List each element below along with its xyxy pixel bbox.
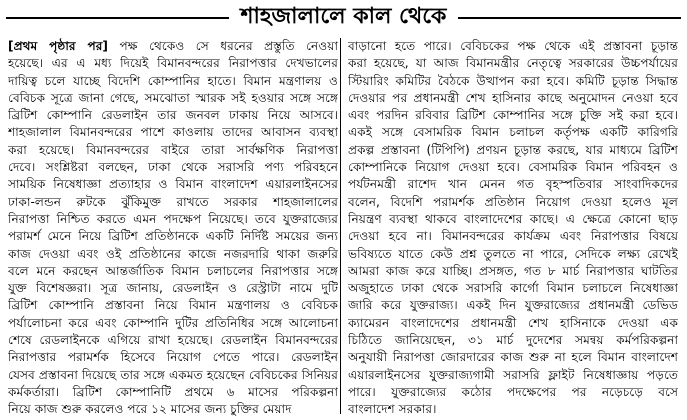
article-line: যুক্ত বিশেষজ্ঞরা। সূত্র জানায়, রেডলাইন ও রেস্ট্রাটা নামে দুটি [8, 281, 338, 296]
article-line: করা হয়েছে। বিমানবন্দরের বাইরে তারা সার্বক্ষণিক নিরাপত্তা [8, 142, 338, 157]
article-line: নিয়ে কাজ শুরু করলেও পরে ১২ মাসের জন্য চুক্তির মেয়াদ [8, 402, 292, 417]
article-line: কাজ দেওয়া এবং ওই প্রতিষ্ঠানের কাজে নজরদারি থাকা জরুরি [8, 246, 338, 261]
article-line: চিঠিতে জানিয়েছেন, ৩১ মার্চ দুদেশের সমন্বয় কর্মপরিকল্পনা [348, 333, 678, 348]
article-line: ক্যামেরন বাংলাদেশের প্রধানমন্ত্রী শেখ হাসিনাকে দেওয়া এক [348, 315, 678, 330]
article-line: জারি করে যুক্তরাজ্য। একই দিন যুক্তরাজ্যের প্রধানমন্ত্রী ডেভিড [348, 298, 678, 313]
article-line: পর্যটনমন্ত্রী রাশেদ খান মেনন গত বৃহস্পতিবার সাংবাদিকদের [348, 177, 678, 192]
article-line: দেবে। সংশ্লিষ্টরা বলছেন, ঢাকা থেকে সরাসরি পণ্য পরিবহনে [8, 160, 338, 175]
article-line: বলে মনে করছেন আন্তর্জাতিক বিমান চলাচলের নিরাপত্তার সঙ্গে [8, 263, 338, 278]
article-line: পারে। যুক্তরাজ্যের কঠোর পদক্ষেপের পর নড়েচড়ে বসে [348, 384, 678, 399]
article-line: বেবিচক সূত্রে জানা গেছে, সমঝোতা স্মারক সই হওয়ার সঙ্গে সঙ্গে [8, 90, 338, 105]
article-line [8, 38, 338, 55]
article-line: প্রকল্প প্রস্তাবনা (টিপিপি) প্রণয়ন চূড়ান্ত করছে, যার মাধ্যমে ব্রিটিশ [348, 142, 678, 157]
article-line: অনুযায়ী নিরাপত্তা জোরদারের কাজ শুরু না হলে বিমান বাংলাদেশ [348, 350, 678, 365]
article-column-right [348, 38, 678, 418]
article-line: পরামর্শ মেনে নিয়ে ব্রিটিশ প্রতিষ্ঠানকে একটি নির্দিষ্ট সময়ের জন্য [8, 229, 338, 244]
headline-rule-right [458, 17, 681, 19]
article-line: স্টিয়ারিং কমিটির বৈঠকে উত্থাপন করা হবে। কমিটি চূড়ান্ত সিদ্ধান্ত [348, 73, 678, 88]
article-line: পর্যালোচনা করে এবং কোম্পানি দুটির প্রতিনিধির সঙ্গে আলোচনা [8, 315, 338, 330]
article-line: নিরাপত্তার পরামর্শক হিসেবে নিয়োগ পেতে পারে। রেডলাইন [8, 350, 338, 365]
article-text: পক্ষ থেকেও সে ধরনের প্রস্তুতি নেওয়া [108, 39, 338, 53]
article-line: এয়ারলাইনসের যুক্তরাজ্যগামী সরাসরি ফ্লাইট নিষেধাজ্ঞায় পড়তে [348, 367, 678, 382]
article-line: নিয়ন্ত্রণ ব্যবস্থা থাকবে বাংলাদেশের কাছে। এ ক্ষেত্রে কোনো ছাড় [348, 211, 678, 226]
article-line: এবং পরদিন রবিবার ব্রিটিশ কোম্পানির সঙ্গে চুক্তি সই করা হবে। [348, 108, 678, 123]
article-line: যেসব প্রস্তাবনা দিয়েছে তার সঙ্গে একমত হয়েছেন বেবিচকের সিনিয়র [8, 367, 338, 382]
article-line: ঢাকা-লন্ডন রুটকে ঝুঁকিমুক্ত রাখতে সরকার শাহজালালের [8, 194, 338, 209]
article-line: শেষে রেডলাইনকে এগিয়ে রাখা হয়েছে। রেডলাইন বিমানবন্দরের [8, 333, 338, 348]
article-line: ব্রিটিশ কোম্পানি প্রস্তাবনা নিয়ে বিমান মন্ত্রণালয় ও বেবিচক [8, 298, 338, 313]
article-line: বাড়ানো হতে পারে। বেবিচকের পক্ষ থেকে এই প্রস্তাবনা চূড়ান্ত [348, 39, 678, 53]
continued-marker: [প্রথম পৃষ্ঠার পর] [8, 39, 108, 53]
article-line: হয়েছে। এর এ মধ্য দিয়েই বিমানবন্দরের নিরাপত্তার দেখভালের [8, 56, 338, 71]
headline-bar [0, 0, 687, 36]
article-line: আমরা কাজ করে যাচ্ছি। প্রসঙ্গত, গত ৮ মার্চ নিরাপত্তার ঘাটতির [348, 263, 678, 278]
article-line: ভবিষ্যতে যাতে কেউ প্রশ্ন তুলতে না পারে, সেদিকে লক্ষ্য রেখেই [348, 246, 678, 261]
column-divider [340, 38, 341, 414]
article-line: বাংলাদেশ সরকার। [348, 402, 437, 417]
article-line: দেওয়া হবে না। বিমানবন্দরের কার্যক্রম এবং নিরাপত্তার বিষয়ে [348, 229, 678, 244]
article-line: একই সঙ্গে বেসামরিক বিমান চলাচল কর্তৃপক্ষ একটি কারিগরি [348, 125, 678, 140]
article-line: ব্রিটিশ কোম্পানি রেডলাইন তার জনবল ঢাকায় নিয়ে আসবে। [8, 108, 338, 123]
article-line: বলেন, বিদেশি পরামর্শক প্রতিষ্ঠান নিয়োগ দেওয়া হলেও মূল [348, 194, 678, 209]
article-line: দায়িত্ব চলে যাচ্ছে বিদেশি কোম্পানির হাতে। বিমান মন্ত্রণালয় ও [8, 73, 338, 88]
article-line: সাময়িক নিষেধাজ্ঞা প্রত্যাহার ও বিমান বাংলাদেশ এয়ারলাইনসের [8, 177, 338, 192]
article-line: অজুহাতে ঢাকা থেকে সরাসরি কার্গো বিমান চলাচলে নিষেধাজ্ঞা [348, 281, 678, 296]
article-line: নিরাপত্তা নিশ্চিত করতে এমন পদক্ষেপ নিয়েছে। তবে যুক্তরাজ্যের [8, 211, 338, 226]
article-line: কোম্পানিকে নিয়োগ দেওয়া হবে। বেসামরিক বিমান পরিবহন ও [348, 160, 678, 175]
headline: শাহজালালে কাল থেকে [240, 4, 447, 29]
article-line: শাহজালাল বিমানবন্দরের পাশে কাওলায় তাদের আবাসন ব্যবস্থা [8, 125, 338, 140]
article-column-left [8, 38, 338, 418]
headline-rule-left [6, 17, 229, 19]
article-line: দেওয়ার পর প্রধানমন্ত্রী শেখ হাসিনার কাছে অনুমোদন নেওয়া হবে [348, 90, 678, 105]
article-line: করা হয়েছে, যা আজ বিমানমন্ত্রীর নেতৃত্বে সরকারের উচ্চপর্যায়ের [348, 56, 678, 71]
article-line: কর্মকর্তারা। ব্রিটিশ কোম্পানিটি প্রথমে ৬ মাসের পরিকল্পনা [8, 384, 338, 399]
